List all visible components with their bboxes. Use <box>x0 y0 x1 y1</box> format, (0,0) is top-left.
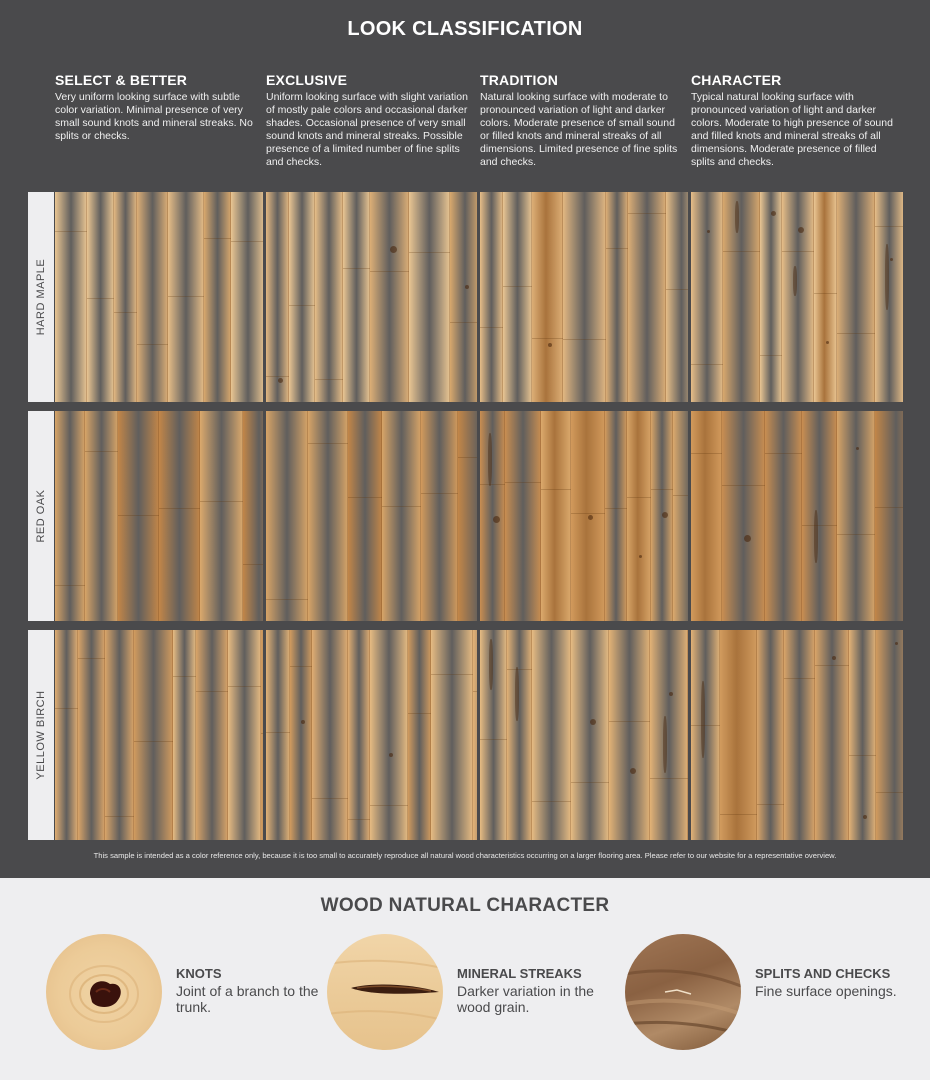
plank <box>814 192 837 402</box>
grade-description: Natural looking surface with moderate to pronounced variation of light and darker colors. Moderate presence of small sound or filled knots and mineral streaks of all dimensions. Limited presence of fine splits and checks. <box>480 91 678 168</box>
plank <box>666 192 688 402</box>
plank-seam <box>87 298 114 299</box>
plank-seam <box>837 333 875 334</box>
plank <box>421 411 458 621</box>
feature-text <box>457 966 627 1015</box>
knot-mark <box>662 512 668 518</box>
wood-natural-character-section <box>0 878 930 1080</box>
plank <box>261 630 263 840</box>
mineral-streak-mark <box>793 266 797 296</box>
plank <box>505 411 541 621</box>
plank <box>159 411 200 621</box>
plank-seam <box>200 501 243 502</box>
plank <box>458 411 477 621</box>
knot-mark <box>890 258 893 261</box>
plank-seam <box>137 344 168 345</box>
plank <box>289 192 315 402</box>
plank-seam <box>722 485 765 486</box>
plank-seam <box>605 508 627 509</box>
plank-seam <box>760 355 782 356</box>
plank-seam <box>290 666 312 667</box>
plank <box>200 411 243 621</box>
species-label: HARD MAPLE <box>35 258 47 336</box>
section-title: WOOD NATURAL CHARACTER <box>320 895 610 916</box>
plank <box>409 192 450 402</box>
knot-mark <box>744 535 751 542</box>
mineral-streak-mark <box>489 639 493 690</box>
plank <box>628 192 666 402</box>
plank-seam <box>85 451 118 452</box>
plank-seam <box>196 691 228 692</box>
plank-seam <box>541 489 571 490</box>
plank-seam <box>723 251 760 252</box>
plank-seam <box>628 213 666 214</box>
plank-seam <box>382 506 421 507</box>
wood-sample-hard-maple-character <box>691 192 903 402</box>
plank <box>627 411 651 621</box>
knot-mark <box>548 343 552 347</box>
grade-exclusive <box>266 72 471 169</box>
plank-seam <box>815 665 849 666</box>
wood-sample-hard-maple-select-better <box>55 192 263 402</box>
plank <box>606 192 628 402</box>
wood-sample-red-oak-select-better <box>55 411 263 621</box>
knot-mark <box>390 246 397 253</box>
plank <box>382 411 421 621</box>
wood-sample-hard-maple-exclusive <box>266 192 477 402</box>
plank <box>105 630 134 840</box>
grade-description: Typical natural looking surface with pronounced variation of light and darker colors. Moderate to high presence of sound and filled knots and mineral streaks of all dimensions. Moderate presence of filled splits and checks. <box>691 91 893 168</box>
grade-name: TRADITION <box>480 72 559 88</box>
mineral-streak-mark <box>701 681 705 758</box>
species-label: YELLOW BIRCH <box>35 690 47 780</box>
plank-seam <box>431 674 473 675</box>
plank-seam <box>802 525 837 526</box>
plank-seam <box>114 312 137 313</box>
plank-seam <box>505 482 541 483</box>
plank <box>571 630 609 840</box>
plank <box>480 630 507 840</box>
disclaimer-text: This sample is intended as a color reference only, because it is too small to accurately reproduce all natural wood characteristics occurring on a larger flooring area. Please refer to our website for a representative overview. <box>93 851 837 860</box>
plank <box>266 411 308 621</box>
knot-mark <box>278 378 283 383</box>
plank-seam <box>348 819 370 820</box>
plank-seam <box>532 338 563 339</box>
plank <box>204 192 231 402</box>
plank <box>290 630 312 840</box>
plank <box>196 630 228 840</box>
wood-sample-yellow-birch-tradition <box>480 630 688 840</box>
plank-seam <box>289 305 315 306</box>
plank-seam <box>651 489 673 490</box>
plank <box>370 630 408 840</box>
mineral-streak-mark <box>814 510 818 563</box>
plank <box>137 192 168 402</box>
plank-seam <box>837 534 875 535</box>
plank-seam <box>480 739 507 740</box>
mineral-streak-mark <box>663 716 667 773</box>
plank <box>480 411 505 621</box>
feature-description: Fine surface openings. <box>755 983 897 999</box>
plank-seam <box>408 713 431 714</box>
plank <box>691 630 720 840</box>
plank-seam <box>266 732 290 733</box>
grade-name: EXCLUSIVE <box>266 72 348 88</box>
plank <box>431 630 473 840</box>
knot-icon <box>46 934 162 1050</box>
plank-seam <box>609 721 650 722</box>
plank-seam <box>118 515 159 516</box>
plank-seam <box>691 725 720 726</box>
wood-sample-red-oak-character <box>691 411 903 621</box>
plank-seam <box>266 599 308 600</box>
plank-seam <box>231 241 263 242</box>
plank-seam <box>782 251 814 252</box>
plank <box>650 630 688 840</box>
plank-seam <box>243 564 263 565</box>
plank-seam <box>315 379 343 380</box>
plank-seam <box>532 801 571 802</box>
plank <box>231 192 263 402</box>
grade-name: SELECT & BETTER <box>55 72 188 88</box>
plank <box>243 411 263 621</box>
plank-seam <box>876 792 903 793</box>
grade-description: Uniform looking surface with slight variation of mostly pale colors and occasional darker shades. Occasional presence of very small sound knots and mineral streaks. Possible presence of a limited number of fine splits and checks. <box>266 91 468 168</box>
plank-seam <box>228 686 261 687</box>
plank-seam <box>875 226 903 227</box>
plank-seam <box>78 658 105 659</box>
plank-seam <box>606 248 628 249</box>
plank <box>875 411 903 621</box>
knot-mark <box>798 227 804 233</box>
plank <box>876 630 903 840</box>
wood-sample-red-oak-exclusive <box>266 411 477 621</box>
plank-seam <box>765 453 802 454</box>
mineral-streak-mark <box>885 244 889 310</box>
plank-seam <box>571 513 605 514</box>
plank-seam <box>159 508 200 509</box>
plank-seam <box>720 814 757 815</box>
plank <box>723 192 760 402</box>
plank-seam <box>458 457 477 458</box>
plank <box>541 411 571 621</box>
grade-character <box>691 72 896 169</box>
plank-seam <box>571 782 609 783</box>
plank-seam <box>370 805 408 806</box>
plank-seam <box>261 733 263 734</box>
wood-sample-yellow-birch-character <box>691 630 903 840</box>
plank <box>450 192 477 402</box>
plank-seam <box>757 804 784 805</box>
plank <box>266 630 290 840</box>
plank-seam <box>650 778 688 779</box>
plank-seam <box>563 339 606 340</box>
plank-seam <box>343 268 370 269</box>
wood-sample-red-oak-tradition <box>480 411 688 621</box>
plank <box>691 192 723 402</box>
plank-seam <box>55 231 87 232</box>
plank <box>765 411 802 621</box>
plank <box>315 192 343 402</box>
plank-seam <box>370 271 409 272</box>
knot-mark <box>389 753 393 757</box>
plank <box>348 411 382 621</box>
plank-seam <box>409 252 450 253</box>
plank <box>266 192 289 402</box>
grade-description: Very uniform looking surface with subtle color variation. Minimal presence of very small sound knots and mineral streaks. No splits or checks. <box>55 91 253 142</box>
plank <box>507 630 532 840</box>
plank <box>849 630 876 840</box>
plank-seam <box>134 741 173 742</box>
feature-text <box>176 966 346 1015</box>
plank-seam <box>784 678 815 679</box>
grade-name: CHARACTER <box>691 72 782 88</box>
grade-select-better <box>55 72 260 143</box>
grade-tradition <box>480 72 685 169</box>
species-label: RED OAK <box>35 489 47 543</box>
plank <box>118 411 159 621</box>
knot-mark <box>771 211 776 216</box>
plank <box>228 630 261 840</box>
plank-seam <box>204 238 231 239</box>
plank <box>784 630 815 840</box>
plank <box>691 411 722 621</box>
plank <box>532 630 571 840</box>
plank-seam <box>503 286 532 287</box>
plank <box>815 630 849 840</box>
plank-seam <box>875 507 903 508</box>
feature-name: MINERAL STREAKS <box>457 966 582 981</box>
plank <box>173 630 196 840</box>
plank <box>55 630 78 840</box>
knot-mark <box>856 447 859 450</box>
plank <box>757 630 784 840</box>
plank-seam <box>55 708 78 709</box>
plank <box>168 192 204 402</box>
plank <box>312 630 348 840</box>
plank <box>408 630 431 840</box>
plank-seam <box>348 497 382 498</box>
plank <box>605 411 627 621</box>
plank-seam <box>266 376 289 377</box>
row-label-yellow-birch <box>28 630 54 840</box>
feature-description: Darker variation in the wood grain. <box>457 983 594 1015</box>
knot-mark <box>465 285 469 289</box>
plank <box>87 192 114 402</box>
feature-description: Joint of a branch to the trunk. <box>176 983 319 1015</box>
plank-seam <box>627 497 651 498</box>
plank-seam <box>673 495 688 496</box>
wood-sample-yellow-birch-select-better <box>55 630 263 840</box>
plank <box>85 411 118 621</box>
plank-seam <box>450 322 477 323</box>
feature-name: SPLITS AND CHECKS <box>755 966 891 981</box>
plank <box>532 192 563 402</box>
plank <box>343 192 370 402</box>
plank-seam <box>308 443 348 444</box>
feature-text <box>755 966 925 999</box>
plank <box>802 411 837 621</box>
knot-mark <box>669 692 673 696</box>
plank-seam <box>666 289 688 290</box>
plank <box>55 411 85 621</box>
plank-seam <box>691 453 722 454</box>
knot-mark <box>863 815 867 819</box>
plank <box>370 192 409 402</box>
plank <box>722 411 765 621</box>
knot-mark <box>590 719 596 725</box>
plank <box>720 630 757 840</box>
plank <box>348 630 370 840</box>
knot-mark <box>832 656 836 660</box>
plank <box>609 630 650 840</box>
plank-seam <box>105 816 134 817</box>
plank <box>480 192 503 402</box>
plank-seam <box>173 676 196 677</box>
split-check-icon <box>625 934 741 1050</box>
mineral-streak-icon <box>327 934 443 1050</box>
knot-mark <box>493 516 500 523</box>
page-title: LOOK CLASSIFICATION <box>347 18 583 40</box>
plank <box>782 192 814 402</box>
plank <box>473 630 477 840</box>
wood-sample-hard-maple-tradition <box>480 192 688 402</box>
plank-seam <box>421 493 458 494</box>
plank <box>503 192 532 402</box>
plank-seam <box>480 484 505 485</box>
plank-seam <box>473 691 477 692</box>
plank-seam <box>312 798 348 799</box>
plank <box>837 411 875 621</box>
plank-seam <box>55 585 85 586</box>
plank-seam <box>814 293 837 294</box>
plank-seam <box>691 364 723 365</box>
knot-mark <box>588 515 593 520</box>
knot-mark <box>639 555 642 558</box>
wood-sample-yellow-birch-exclusive <box>266 630 477 840</box>
plank-seam <box>480 327 503 328</box>
plank-seam <box>849 755 876 756</box>
plank-seam <box>507 669 532 670</box>
row-label-red-oak <box>28 411 54 621</box>
plank <box>134 630 173 840</box>
knot-mark <box>826 341 829 344</box>
plank <box>673 411 688 621</box>
plank <box>114 192 137 402</box>
knot-mark <box>630 768 636 774</box>
plank <box>78 630 105 840</box>
plank <box>563 192 606 402</box>
row-label-hard-maple <box>28 192 54 402</box>
plank <box>55 192 87 402</box>
plank-seam <box>168 296 204 297</box>
feature-name: KNOTS <box>176 966 222 981</box>
plank <box>760 192 782 402</box>
knot-mark <box>895 642 898 645</box>
plank <box>875 192 903 402</box>
knot-mark <box>301 720 305 724</box>
plank <box>837 192 875 402</box>
knot-mark <box>707 230 710 233</box>
